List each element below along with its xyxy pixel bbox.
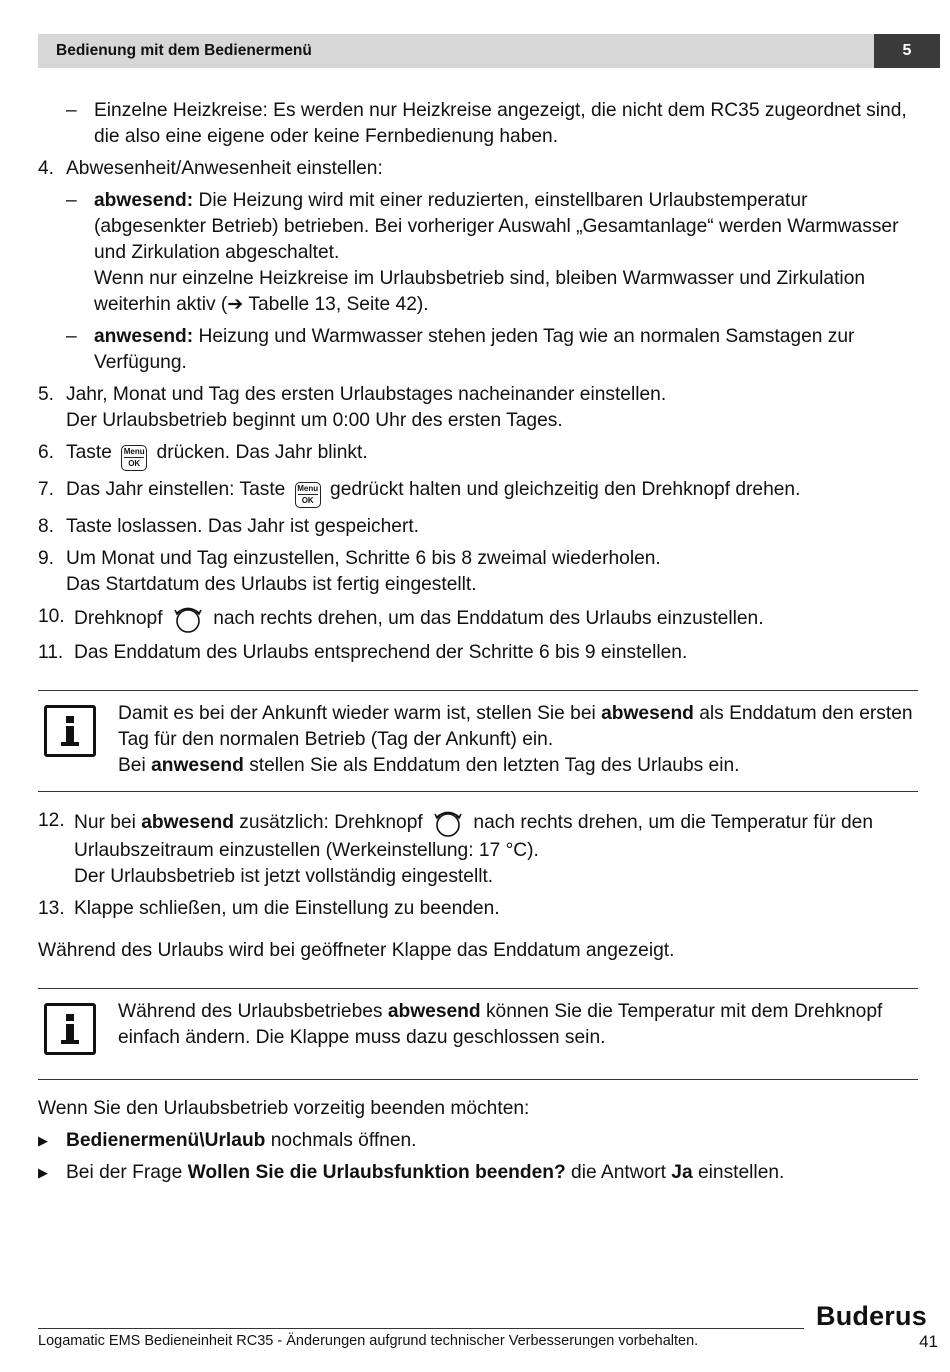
step-6: 6. Taste Menu OK drücken. Das Jahr blinkt. bbox=[38, 440, 918, 471]
step-9: 9. Um Monat und Tag einzustellen, Schritte 6 bis 8 zweimal wiederholen. Das Startdatum des Urlaubs ist fertig eingestellt. bbox=[38, 548, 661, 595]
info-box: Damit es bei der Ankunft wieder warm ist, stellen Sie bei abwesend als Enddatum den ersten Tag für den normalen Betrieb (Tag der Ankunft) ein. Bei anwesend stellen Sie als Enddatum den letzten Tag des Urlaubs ein. bbox=[38, 690, 918, 792]
footer-divider bbox=[38, 1328, 804, 1329]
menu-ok-key-icon: Menu OK bbox=[295, 482, 321, 508]
step-8: 8. Taste loslassen. Das Jahr ist gespeichert. bbox=[38, 516, 419, 537]
rotary-knob-icon bbox=[431, 808, 465, 838]
brand-logo: Buderus bbox=[816, 1301, 927, 1331]
chapter-number: 5 bbox=[874, 34, 940, 68]
triangle-bullet-icon: ▶ bbox=[38, 1133, 48, 1148]
step-10: 10. Drehknopf nach rechts drehen, um das Enddatum des Urlaubs einzustellen. bbox=[38, 604, 918, 634]
page-number: 41 bbox=[919, 1332, 938, 1351]
triangle-bullet-icon: ▶ bbox=[38, 1165, 48, 1180]
step-4: 4. Abwesenheit/Anwesenheit einstellen: bbox=[38, 158, 383, 179]
step-13: 13. Klappe schließen, um die Einstellung zu beenden. bbox=[38, 898, 500, 919]
list-item-anwesend: – anwesend: Heizung und Warmwasser stehen jeden Tag wie an normalen Samstagen zur Verfügung. bbox=[66, 326, 855, 373]
info-icon bbox=[44, 705, 96, 757]
rotary-knob-icon bbox=[171, 604, 205, 634]
step-11: 11. Das Enddatum des Urlaubs entsprechend der Schritte 6 bis 9 einstellen. bbox=[38, 642, 688, 663]
page-header bbox=[38, 34, 940, 68]
info-box: Während des Urlaubsbetriebes abwesend können Sie die Temperatur mit dem Drehknopf einfach ändern. Die Klappe muss dazu geschlossen sein. bbox=[38, 988, 918, 1080]
menu-ok-key-icon: Menu OK bbox=[121, 445, 147, 471]
step-12: 12. Nur bei abwesend zusätzlich: Drehknopf nach rechts drehen, um die Temperatur für den Urlaubszeitraum einzustellen (Werkeinstellung: 17 °C). Der Urlaubsbetrieb ist jetzt vollständig eingestellt. bbox=[38, 810, 874, 887]
info-icon bbox=[44, 1003, 96, 1055]
bullet-item: ▶ Bedienermenü\Urlaub nochmals öffnen. bbox=[38, 1128, 918, 1154]
footer-text: Logamatic EMS Bedieneinheit RC35 - Änderungen aufgrund technischer Verbesserungen vorbehalten. bbox=[38, 1333, 699, 1349]
paragraph: Wenn Sie den Urlaubsbetrieb vorzeitig beenden möchten: bbox=[38, 1098, 530, 1119]
bullet-item: ▶ Bei der Frage Wollen Sie die Urlaubsfunktion beenden? die Antwort Ja einstellen. bbox=[38, 1160, 918, 1186]
list-item: – Einzelne Heizkreise: Es werden nur Heizkreise angezeigt, die nicht dem RC35 zugeordnet sind, die also eine eigene oder keine Fernbedienung haben. bbox=[66, 100, 907, 147]
paragraph: Während des Urlaubs wird bei geöffneter Klappe das Enddatum angezeigt. bbox=[38, 940, 675, 961]
step-5: 5. Jahr, Monat und Tag des ersten Urlaubstages nacheinander einstellen. Der Urlaubsbetrieb beginnt um 0:00 Uhr des ersten Tages. bbox=[38, 384, 667, 431]
section-title: Bedienung mit dem Bedienermenü bbox=[56, 42, 312, 59]
step-7: 7. Das Jahr einstellen: Taste Menu OK gedrückt halten und gleichzeitig den Drehknopf drehen. bbox=[38, 477, 918, 508]
list-item-abwesend: – abwesend: Die Heizung wird mit einer reduzierten, einstellbaren Urlaubstemperatur (abgesenkter Betrieb) betrieben. Bei vorheriger Auswahl „Gesamtanlage“ werden Warmwasser und Zirkulation abgeschaltet. Wenn nur einzelne Heizkreise im Urlaubsbetrieb sind, bleiben Warmwasser und Zirkulation weiterhin aktiv (➔ Tabelle 13, Seite 42). bbox=[66, 190, 899, 315]
arrow-icon: ➔ bbox=[227, 294, 244, 315]
page-body bbox=[38, 98, 918, 1186]
